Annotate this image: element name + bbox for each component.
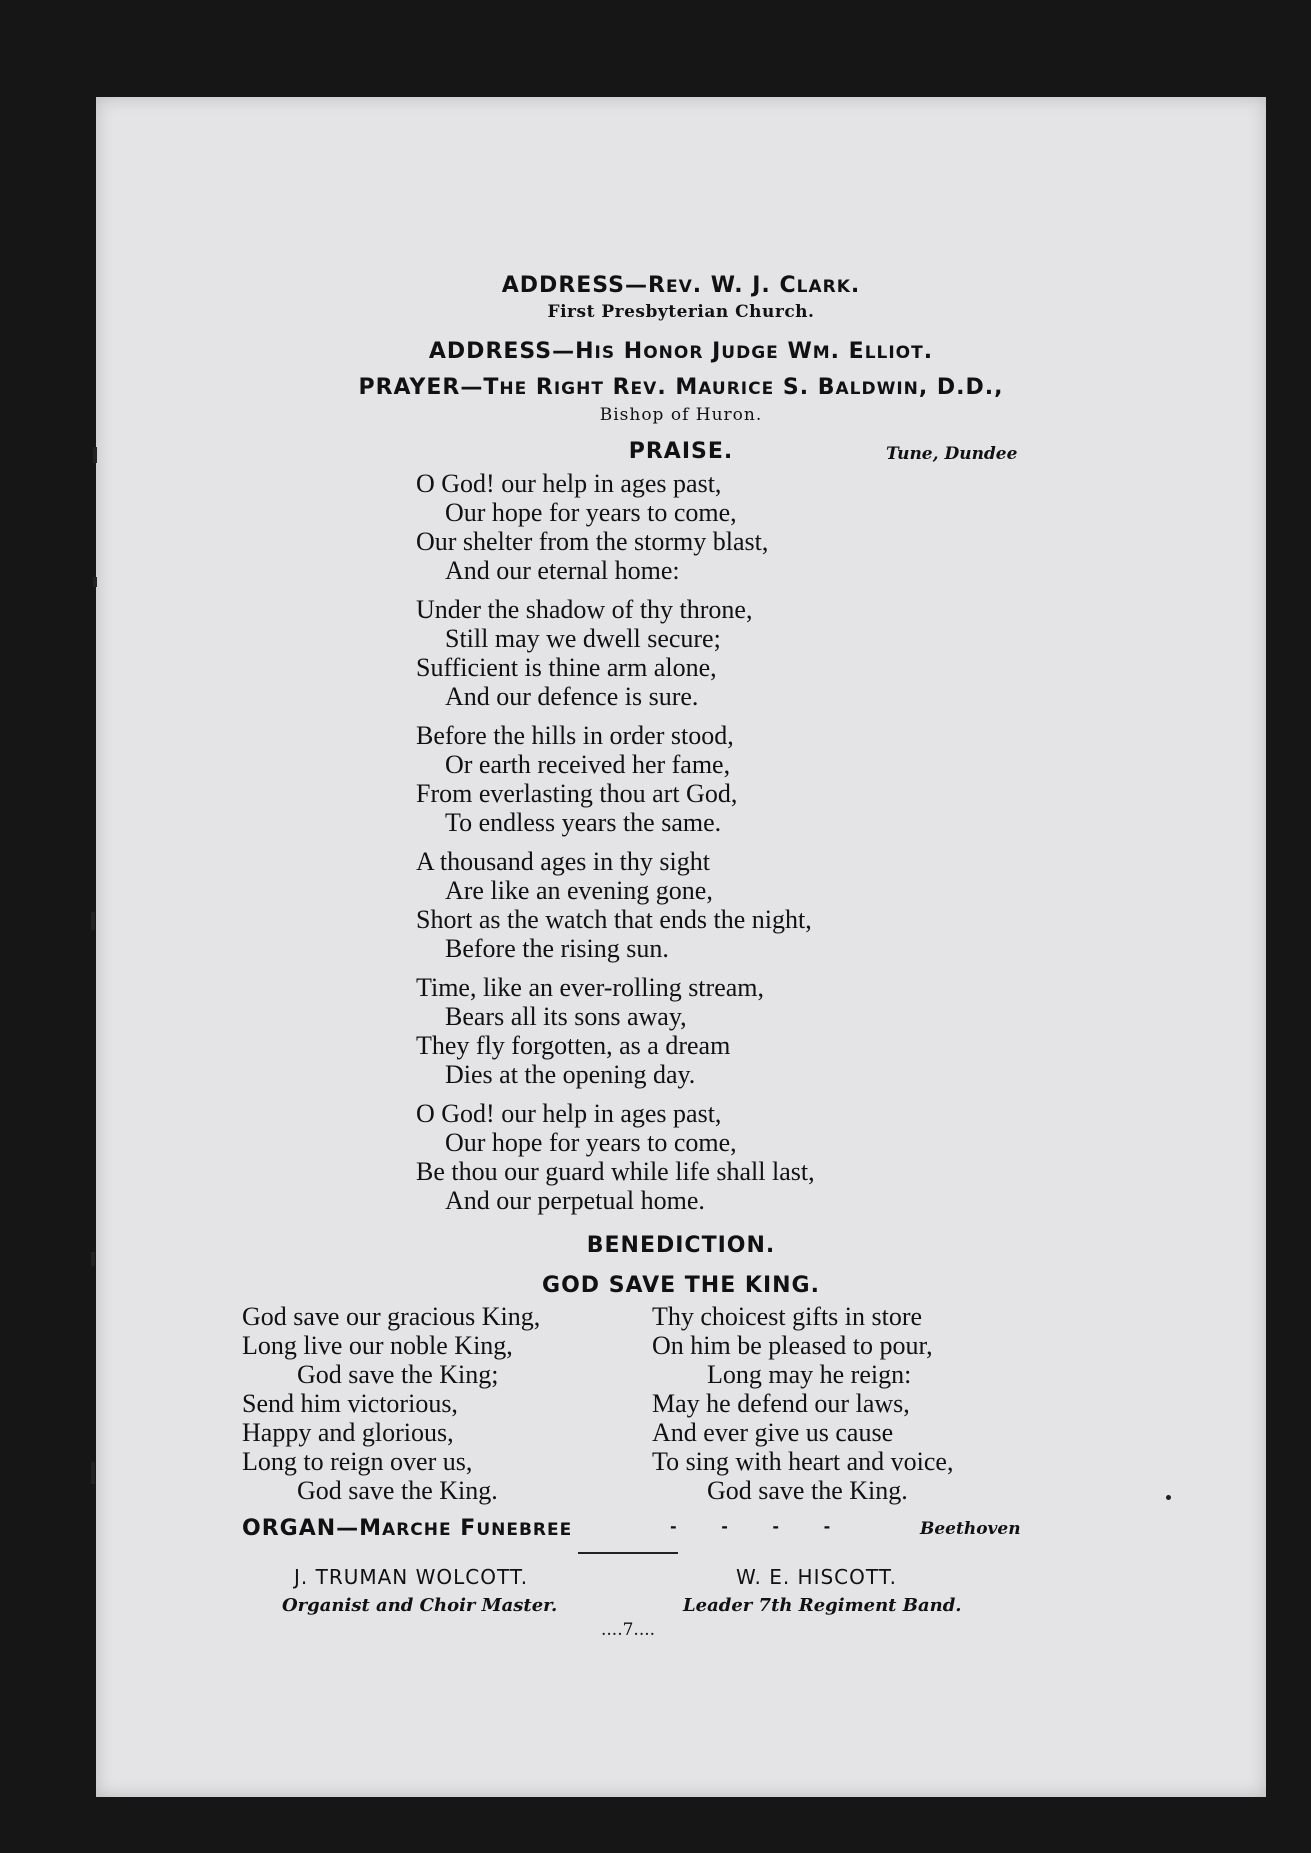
verse-line: Our shelter from the stormy blast,	[416, 527, 769, 556]
hymn-verse	[416, 595, 815, 711]
hymn-verse	[416, 973, 815, 1089]
address-clark-subtitle: First Presbyterian Church.	[547, 302, 815, 322]
verse-line: On him be pleased to pour,	[652, 1331, 933, 1360]
verse-line: Be thou our guard while life shall last,	[416, 1157, 815, 1186]
band-leader-title: Leader 7th Regiment Band.	[683, 1595, 962, 1616]
hymn-verse	[416, 1099, 815, 1215]
verse-line: Our hope for years to come,	[445, 498, 737, 527]
verse-line: Dies at the opening day.	[445, 1060, 696, 1089]
scan-artifact	[1166, 1495, 1171, 1500]
verse-line: From everlasting thou art God,	[416, 779, 738, 808]
prayer-subtitle: Bishop of Huron.	[599, 405, 763, 425]
hymn-verse	[416, 721, 815, 837]
scan-artifact	[93, 447, 97, 463]
verse-line: Thy choicest gifts in store	[652, 1302, 923, 1331]
verse-line: God save the King.	[707, 1476, 908, 1505]
verse-line: Our hope for years to come,	[445, 1128, 737, 1157]
verse-line: Happy and glorious,	[242, 1418, 454, 1447]
verse-line: To endless years the same.	[445, 808, 722, 837]
hymn-verse	[416, 847, 815, 963]
anthem-right-column	[652, 1302, 953, 1505]
verse-line: And our perpetual home.	[445, 1186, 705, 1215]
anthem-left-column	[242, 1302, 540, 1505]
tune-label: Tune, Dundee	[886, 444, 1018, 464]
verse-line: Long live our noble King,	[242, 1331, 513, 1360]
organist-title: Organist and Choir Master.	[282, 1595, 558, 1616]
verse-line: They fly forgotten, as a dream	[416, 1031, 731, 1060]
verse-line: And ever give us cause	[652, 1418, 894, 1447]
verse-line: O God! our help in ages past,	[416, 469, 722, 498]
verse-line: Send him victorious,	[242, 1389, 458, 1418]
verse-line: God save the King;	[297, 1360, 499, 1389]
verse-line: A thousand ages in thy sight	[416, 847, 710, 876]
verse-line: Time, like an ever-rolling stream,	[416, 973, 764, 1002]
praise-heading: PRAISE.	[628, 439, 734, 464]
verse-line: To sing with heart and voice,	[652, 1447, 954, 1476]
program-page	[96, 97, 1266, 1797]
page-number: ....7....	[601, 1620, 656, 1640]
benediction-heading: BENEDICTION.	[586, 1233, 776, 1258]
scan-artifact	[91, 912, 95, 930]
verse-line: Bears all its sons away,	[445, 1002, 687, 1031]
organ-heading: ORGAN—MARCHE FUNEBREE	[242, 1516, 573, 1541]
verse-line: Before the hills in order stood,	[416, 721, 734, 750]
hymn-verse	[416, 469, 815, 585]
address-clark-heading: ADDRESS—REV. W. J. CLARK.	[501, 273, 861, 298]
scan-artifact	[91, 1252, 95, 1266]
address-elliot-heading: ADDRESS—HIS HONOR JUDGE WM. ELLIOT.	[428, 339, 934, 364]
verse-line: O God! our help in ages past,	[416, 1099, 722, 1128]
verse-line: And our eternal home:	[445, 556, 680, 585]
verse-line: May he defend our laws,	[652, 1389, 910, 1418]
verse-line: Before the rising sun.	[445, 934, 669, 963]
verse-line: Still may we dwell secure;	[445, 624, 721, 653]
verse-line: Are like an evening gone,	[445, 876, 713, 905]
verse-line: God save our gracious King,	[242, 1302, 541, 1331]
verse-line: Sufficient is thine arm alone,	[416, 653, 717, 682]
verse-line: God save the King.	[297, 1476, 498, 1505]
verse-line: Long to reign over us,	[242, 1447, 473, 1476]
divider	[578, 1552, 678, 1554]
scan-artifact	[91, 1462, 95, 1484]
verse-line: Short as the watch that ends the night,	[416, 905, 812, 934]
organ-dashes: - - - -	[670, 1517, 831, 1536]
verse-line: Or earth received her fame,	[445, 750, 731, 779]
verse-line: And our defence is sure.	[445, 682, 699, 711]
hymn	[416, 469, 815, 1215]
god-save-heading: GOD SAVE THE KING.	[542, 1273, 820, 1298]
verse-line: Long may he reign:	[707, 1360, 912, 1389]
verse-line: Under the shadow of thy throne,	[416, 595, 753, 624]
band-leader-name: W. E. HISCOTT.	[736, 1565, 897, 1589]
prayer-heading: PRAYER—THE RIGHT REV. MAURICE S. BALDWIN, D.D.,	[358, 375, 1004, 400]
composer: Beethoven	[920, 1519, 1021, 1539]
scan-artifact	[93, 577, 97, 587]
organist-name: J. TRUMAN WOLCOTT.	[294, 1565, 529, 1589]
